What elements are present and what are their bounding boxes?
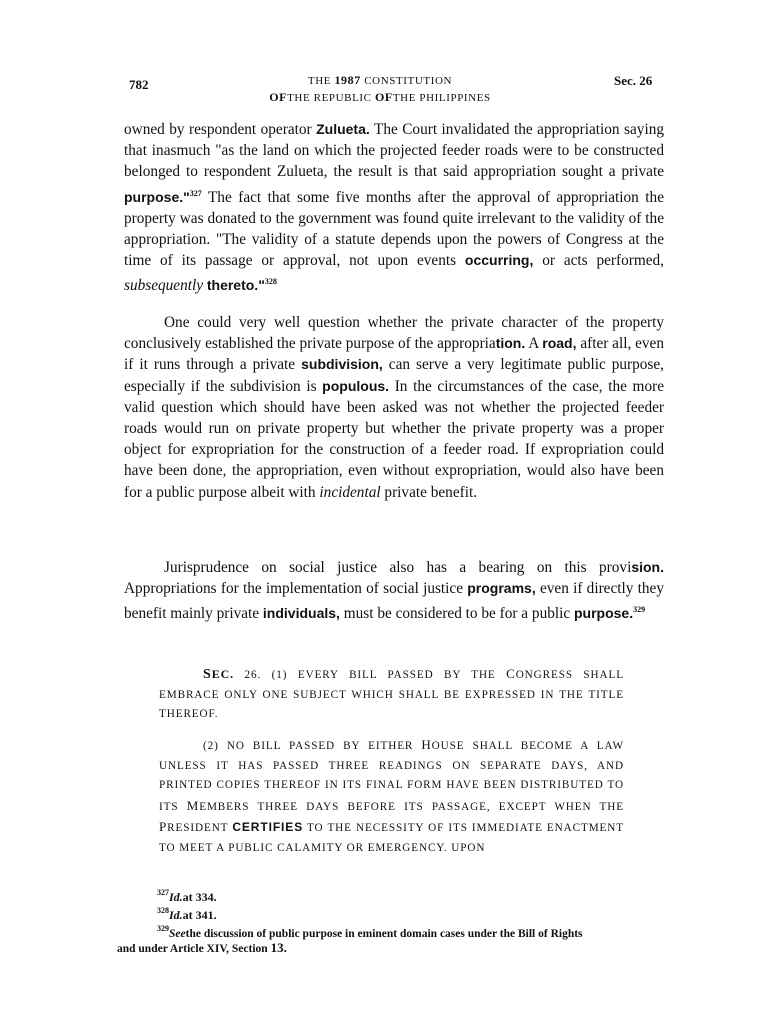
text: Jurisprudence on social justice also has a bearing on this provi	[164, 559, 632, 576]
text: 26. (1) E	[234, 669, 306, 681]
footnote-text: and under Article XIV, Section	[117, 943, 271, 955]
emphasis: occurring,	[464, 252, 534, 269]
italic-text: incidental	[319, 483, 381, 501]
footnote-text: at 341.	[182, 908, 217, 922]
emphasis: CERTIFIES	[232, 820, 304, 834]
header-year: 1987	[334, 73, 361, 87]
emphasis: purpose."	[124, 188, 190, 205]
section-26-clause-1	[159, 664, 624, 725]
emphasis: individuals,	[262, 605, 340, 622]
text: One could very well question whether the private character of the property conclusively established the private purpose of the appropria	[124, 314, 664, 353]
text: VERY BILL PASSED BY THE	[305, 669, 507, 681]
text: RESIDENT	[167, 822, 233, 834]
footnote-ref-word: Id.	[169, 908, 183, 922]
paragraph-3	[124, 557, 664, 625]
footnote-number: 328	[157, 906, 169, 915]
section-label: Sec. 26	[614, 73, 653, 88]
emphasis: programs,	[467, 580, 536, 597]
emphasis: tion.	[495, 335, 526, 352]
italic-text: subsequently	[124, 277, 204, 295]
text: The fact that some five months after the approval of appropriation the property was donated to the government was found quite irrelevant to the validity of the appropriation. "The validity of a statute depends upon the powers of Congress at the time of its passage or approval, not upon events	[124, 188, 664, 270]
small-caps-initial: P	[159, 819, 168, 834]
header-of: OF	[269, 90, 288, 104]
text: Appropriations for the implementation of social justice	[124, 580, 468, 598]
header-line-2	[250, 89, 510, 106]
text: owned by respondent operator	[124, 121, 317, 138]
footnote-text: at 334.	[182, 890, 217, 904]
small-caps-lead: S	[203, 667, 212, 682]
small-caps-initial: H	[421, 737, 432, 752]
footnote-ref-word: See	[169, 928, 186, 940]
emphasis: road,	[542, 335, 577, 352]
paragraph-2	[124, 312, 664, 503]
header-text: CONSTITUTION	[360, 75, 453, 87]
text: or acts performed,	[533, 252, 664, 270]
text: In the circumstances of the case, the more valid question which should have been asked was not whether the projected feeder roads would run on private property but whether the private property was a proper object for expropriation for the construction of a feeder road. If expropriation could have been done, the appropriation, even without expropriation, would also have been for a public purpose albeit with	[124, 377, 664, 501]
text: (2) N	[203, 740, 236, 752]
small-caps-lead: EC.	[211, 667, 235, 681]
text: TO THE NECESSITY OF ITS IMMEDIATE ENACTMENT TO MEET A PUBLIC CALAMITY OR EMERGENCY. UPON	[159, 822, 624, 854]
text: A	[525, 335, 543, 353]
header-text: THE	[307, 75, 335, 87]
footnote-329	[157, 924, 583, 940]
footnote-327	[157, 888, 217, 905]
header-text: THE PHILIPPINES	[392, 92, 491, 104]
small-caps-initial: M	[186, 797, 200, 813]
text: private benefit.	[380, 483, 478, 501]
header-line-1	[250, 72, 510, 89]
text: O BILL PASSED BY EITHER	[235, 740, 422, 752]
section-26-clause-2	[159, 735, 624, 858]
text: The Court invalidated the appropriation saying that inasmuch "as the land on which the projected feeder roads were to be constructed belonged to respondent Zulueta, the result is that said appropriation sought a private	[124, 121, 664, 181]
text: EMBERS THREE DAYS BEFORE ITS PASSAGE, EXCEPT WHEN THE	[199, 800, 624, 813]
footnote-ref: 328	[264, 277, 277, 287]
footnote-text: 13.	[270, 940, 287, 955]
small-caps-initial: C	[506, 666, 516, 681]
text: OUSE SHALL BECOME A LAW UNLESS IT HAS PASSED THREE READINGS ON SEPARATE DAYS, AND PRINTED COPIES THEREOF IN ITS FINAL FORM HAVE BEEN DISTRIBUTED TO ITS	[159, 740, 624, 813]
emphasis: thereto."	[206, 277, 265, 294]
footnote-ref-word: Id.	[169, 890, 183, 904]
emphasis: subdivision,	[301, 356, 383, 373]
emphasis: sion.	[631, 559, 664, 575]
footnote-ref: 329	[633, 605, 646, 615]
paragraph-1	[124, 119, 664, 297]
emphasis: populous.	[322, 377, 390, 394]
emphasis: purpose.	[573, 605, 634, 622]
footnote-328	[157, 906, 217, 923]
page-number: 782	[129, 77, 149, 92]
footnote-329-cont	[117, 940, 287, 956]
running-header	[250, 72, 510, 106]
footnote-number: 327	[157, 888, 169, 897]
header-text: THE REPUBLIC	[287, 92, 375, 104]
text: even if directly they benefit mainly private	[124, 580, 664, 623]
footnote-ref: 327	[189, 188, 202, 198]
text: must be considered to be for a public	[339, 605, 574, 623]
text: ONGRESS SHALL EMBRACE ONLY ONE SUBJECT WHICH SHALL BE EXPRESSED IN THE TITLE THEREOF.	[159, 669, 624, 720]
text: after all, even if it runs through a private	[124, 335, 664, 374]
footnote-number: 329	[157, 924, 169, 933]
footnote-text: the discussion of public purpose in eminent domain cases under the Bill of Rights	[185, 928, 583, 940]
emphasis: Zulueta.	[316, 121, 370, 137]
text: can serve a very legitimate public purpose, especially if the subdivision is	[124, 356, 664, 395]
header-of: OF	[374, 90, 393, 104]
